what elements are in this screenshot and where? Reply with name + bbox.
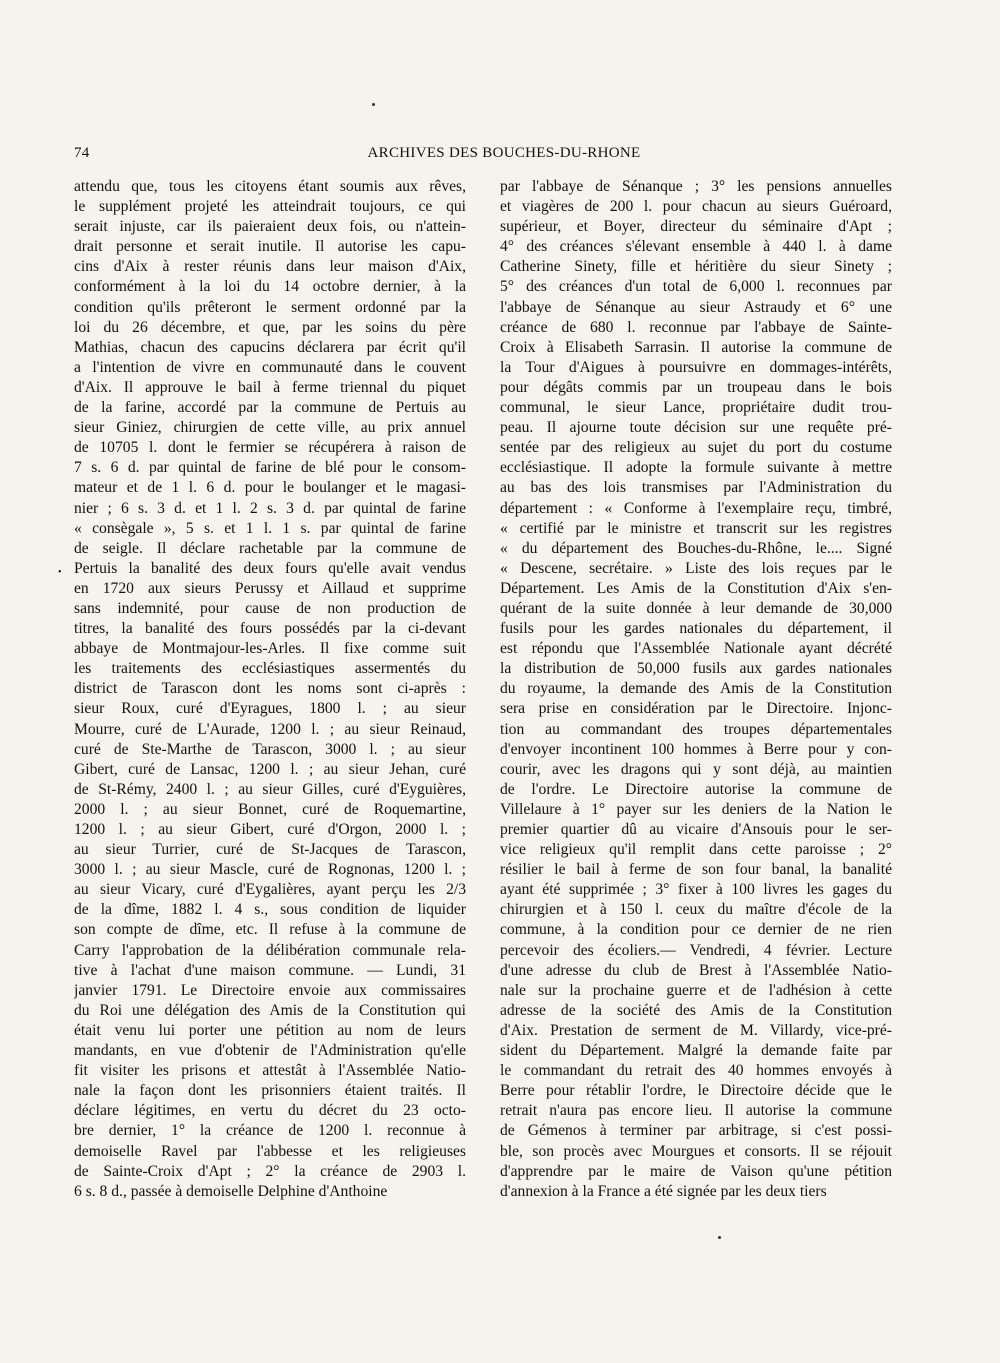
text-line: par l'abbaye de Sénanque ; 3° les pensions annuelles (500, 178, 892, 195)
text-line: demoiselle Ravel par l'abbesse et les religieuses (74, 1142, 466, 1160)
text-line: percevoir des écoliers.— Vendredi, 4 février. Lecture (500, 941, 892, 959)
text-line: cins d'Aix à rester réunis dans leur maison d'Aix, (74, 258, 466, 276)
text-line: était venu lui porter une pétition au nom de leurs (74, 1021, 466, 1039)
text-line: créance de 680 l. reconnue par l'abbaye de Sainte- (500, 318, 892, 336)
text-line: nier ; 6 s. 3 d. et 1 l. 2 s. 3 d. par quintal de farine (74, 499, 466, 517)
text-line: tion au commandant des troupes départementales (500, 720, 892, 738)
ink-speck (372, 103, 375, 106)
text-line: sieur Giniez, chirurgien de cette ville, au prix annuel (74, 419, 466, 437)
text-line: conformément à la loi du 14 octobre dernier, à la (74, 278, 466, 296)
text-line: « consègale », 5 s. et 1 l. 1 s. par quintal de farine (74, 519, 466, 537)
text-line: au sieur Turrier, curé de St-Jacques de Tarascon, (74, 841, 466, 859)
page-header (74, 145, 894, 165)
text-line: communal, le sieur Lance, propriétaire dudit trou- (500, 399, 892, 417)
text-line: mateur et de 1 l. 6 d. pour le boulanger et le magasi- (74, 479, 466, 497)
text-line: sieur Roux, curé d'Eyragues, 1800 l. ; au sieur (74, 700, 466, 718)
text-line: de l'ordre. Le Directoire autorise la commune de (500, 780, 892, 798)
text-line: d'Aix. Prestation de serment de M. Villardy, vice-pré- (500, 1021, 892, 1039)
left-column (74, 177, 466, 1202)
text-line: abbaye de Montmajour-les-Arles. Il fixe comme suit (74, 640, 466, 658)
text-line: de la farine, accordé par la commune de Pertuis au (74, 399, 466, 417)
text-line: les traitements des ecclésiastiques assermentés du (74, 660, 466, 678)
text-line: Carry l'approbation de la délibération communale rela- (74, 941, 466, 959)
text-line: au bas des lois transmises par l'Administration du (500, 479, 892, 497)
text-line: Croix à Elisabeth Sarrasin. Il autorise la commune de (500, 338, 892, 356)
text-line: mandants, en vue d'obtenir de l'Administration qu'elle (74, 1042, 466, 1060)
text-line: 2000 l. ; au sieur Bonnet, curé de Roquemartine, (74, 800, 466, 818)
text-line: est répondu que l'Assemblée Nationale ayant décrété (500, 640, 892, 658)
text-line: 3000 l. ; au sieur Mascle, curé de Rognonas, 1200 l. ; (74, 861, 466, 879)
page-number: 74 (74, 145, 90, 161)
text-line: drait personne et serait inutile. Il autorise les capu- (74, 238, 466, 256)
text-line: premier quartier dû au vicaire d'Ansouis pour le ser- (500, 821, 892, 838)
text-line: district de Tarascon dont les noms sont ci-après : (74, 680, 466, 698)
text-line: en 1720 aux sieurs Perussy et Aillaud et supprime (74, 579, 466, 597)
text-line: de St-Rémy, 2400 l. ; au sieur Gilles, curé d'Eyguières, (74, 780, 466, 798)
text-line: bre dernier, 1° la créance de 1200 l. reconnue à (74, 1122, 466, 1140)
text-line: loi du 26 décembre, et que, par les soins du père (74, 318, 466, 336)
text-line: son compte de dîme, etc. Il refuse à la commune de (74, 921, 466, 939)
text-line: Gibert, curé de Lansac, 1200 l. ; au sieur Jehan, curé (74, 760, 466, 778)
right-column (500, 177, 892, 1202)
text-line: Catherine Sinety, fille et héritière du sieur Sinety ; (500, 258, 892, 276)
text-line: de 10705 l. dont le fermier se récupérera à raison de (74, 439, 466, 457)
text-line: adresse de la société des Amis de la Constitution (500, 1001, 892, 1019)
text-line: 4° des créances s'élevant ensemble à 440 l. à dame (500, 238, 892, 256)
text-line: 1200 l. ; au sieur Gibert, curé d'Orgon, 2000 l. ; (74, 821, 466, 838)
text-line: attendu que, tous les citoyens étant soumis aux rêves, (74, 178, 466, 195)
text-line: titres, la banalité des fours possédés par la ci-devant (74, 620, 466, 638)
text-line: sident du Département. Malgré la demande faite par (500, 1042, 892, 1060)
text-line: la Tour d'Aigues à poursuivre en dommages-intérêts, (500, 358, 892, 376)
text-line: supérieur, et Boyer, directeur du séminaire d'Apt ; (500, 218, 892, 236)
text-line: Pertuis la banalité des deux fours qu'elle avait vendus (74, 559, 466, 577)
text-line: de seigle. Il déclare rachetable par la commune de (74, 539, 466, 557)
text-line: de la dîme, 1882 l. 4 s., sous condition de liquider (74, 901, 466, 919)
text-line: curé de Ste-Marthe de Tarascon, 3000 l. ; au sieur (74, 740, 466, 758)
text-line: Mourre, curé de L'Aurade, 1200 l. ; au sieur Reinaud, (74, 720, 466, 738)
text-line: de Gémenos à terminer par arbitrage, si c'est possi- (500, 1122, 892, 1140)
text-line: commune, à la condition pour ce dernier de ne rien (500, 921, 892, 939)
text-line: courir, avec les dragons qui y sont déjà, au maintien (500, 760, 892, 778)
text-line: condition qu'ils prêteront le serment ordonné par la (74, 298, 466, 316)
margin-mark: • (58, 567, 62, 578)
text-line: résilier le bail à ferme de son four banal, la banalité (500, 861, 892, 879)
text-line: 5° des créances d'un total de 6,000 l. reconnues par (500, 278, 892, 296)
text-line: d'envoyer incontinent 100 hommes à Berre pour y con- (500, 740, 892, 758)
text-line: fusils pour les gardes nationales du département, il (500, 620, 892, 638)
text-line: nale la façon dont les prisonniers étaient traités. Il (74, 1082, 466, 1100)
text-line: d'une adresse du club de Brest à l'Assemblée Natio- (500, 961, 892, 979)
text-line: a l'intention de vivre en communauté dans le couvent (74, 358, 466, 376)
ink-speck (718, 1236, 721, 1239)
text-line: et viagères de 200 l. pour chacun au sieurs Guéroard, (500, 198, 892, 216)
text-line: janvier 1791. Le Directoire envoie aux commissaires (74, 981, 466, 999)
text-line: d'apprendre par le maire de Vaison qu'une pétition (500, 1162, 892, 1180)
text-line: chirurgien et à 150 l. ceux du maître d'école de la (500, 901, 892, 919)
text-line: d'annexion à la France a été signée par les deux tiers (500, 1182, 827, 1200)
text-line: Villelaure à 1° payer sur les deniers de la Nation le (500, 800, 892, 818)
text-line: le supplément projeté les atteindrait toujours, ce qui (74, 198, 466, 216)
text-line: « Descene, secrétaire. » Liste des lois reçues par le (500, 559, 892, 577)
text-line: quérant de la suite donnée à leur demande de 30,000 (500, 599, 892, 617)
text-line: retrait n'aura pas encore lieu. Il autorise la commune (500, 1102, 892, 1120)
text-line: Berre pour rétablir l'ordre, le Directoire décide que le (500, 1082, 892, 1100)
text-line: peau. Il ajourne toute décision sur une requête pré- (500, 419, 892, 437)
text-line: ecclésiastique. Il adopte la formule suivante à mettre (500, 459, 892, 477)
text-line: au sieur Vicary, curé d'Eygalières, ayant perçu les 2/3 (74, 881, 466, 899)
text-line: sera prise en considération par le Directoire. Injonc- (500, 700, 892, 718)
text-line: déclare légitimes, en vertu du décret du 23 octo- (74, 1102, 466, 1120)
text-line: pour dégâts commis par un troupeau dans le bois (500, 378, 892, 396)
text-line: Département. Les Amis de la Constitution d'Aix s'en- (500, 579, 892, 597)
text-line: le commandant du retrait des 40 hommes envoyés à (500, 1062, 892, 1080)
text-line: sentée par des religieux au sujet du port du costume (500, 439, 892, 457)
text-line: 6 s. 8 d., passée à demoiselle Delphine d'Anthoine (74, 1182, 388, 1200)
text-line: du Roi une délégation des Amis de la Constitution qui (74, 1001, 466, 1019)
text-line: 7 s. 6 d. par quintal de farine de blé pour le consom- (74, 459, 466, 477)
text-line: serait injuste, car ils paieraient deux fois, ou n'attein- (74, 218, 466, 236)
text-line: tive à l'achat d'une maison commune. — Lundi, 31 (74, 961, 466, 979)
text-line: sans indemnité, pour cause de non production de (74, 599, 466, 617)
text-line: « certifié par le ministre et transcrit sur les registres (500, 519, 892, 537)
text-line: département : « Conforme à l'exemplaire reçu, timbré, (500, 499, 892, 517)
text-line: vice religieux qu'il remplit dans cette paroisse ; 2° (500, 841, 892, 859)
text-line: l'abbaye de Sénanque au sieur Astraudy et 6° une (500, 298, 892, 316)
text-line: nale sur la prochaine guerre et de l'adhésion à cette (500, 981, 892, 999)
text-line: la distribution de 50,000 fusils aux gardes nationales (500, 660, 892, 678)
text-line: fit visiter les prisons et attestât à l'Assemblée Natio- (74, 1062, 466, 1080)
text-line: « du département des Bouches-du-Rhône, le.... Signé (500, 539, 892, 557)
text-line: Mathias, chacun des capucins déclarera par écrit qu'il (74, 338, 466, 356)
text-line: ble, son procès avec Mourgues et consorts. Il se réjouit (500, 1142, 892, 1160)
text-line: d'Aix. Il approuve le bail à ferme triennal du piquet (74, 378, 466, 396)
running-title: ARCHIVES DES BOUCHES-DU-RHONE (367, 145, 641, 161)
text-line: du royaume, la demande des Amis de la Constitution (500, 680, 892, 698)
text-line: ayant été supprimée ; 3° fixer à 100 livres les gages du (500, 881, 892, 899)
text-line: de Sainte-Croix d'Apt ; 2° la créance de 2903 l. (74, 1162, 466, 1180)
